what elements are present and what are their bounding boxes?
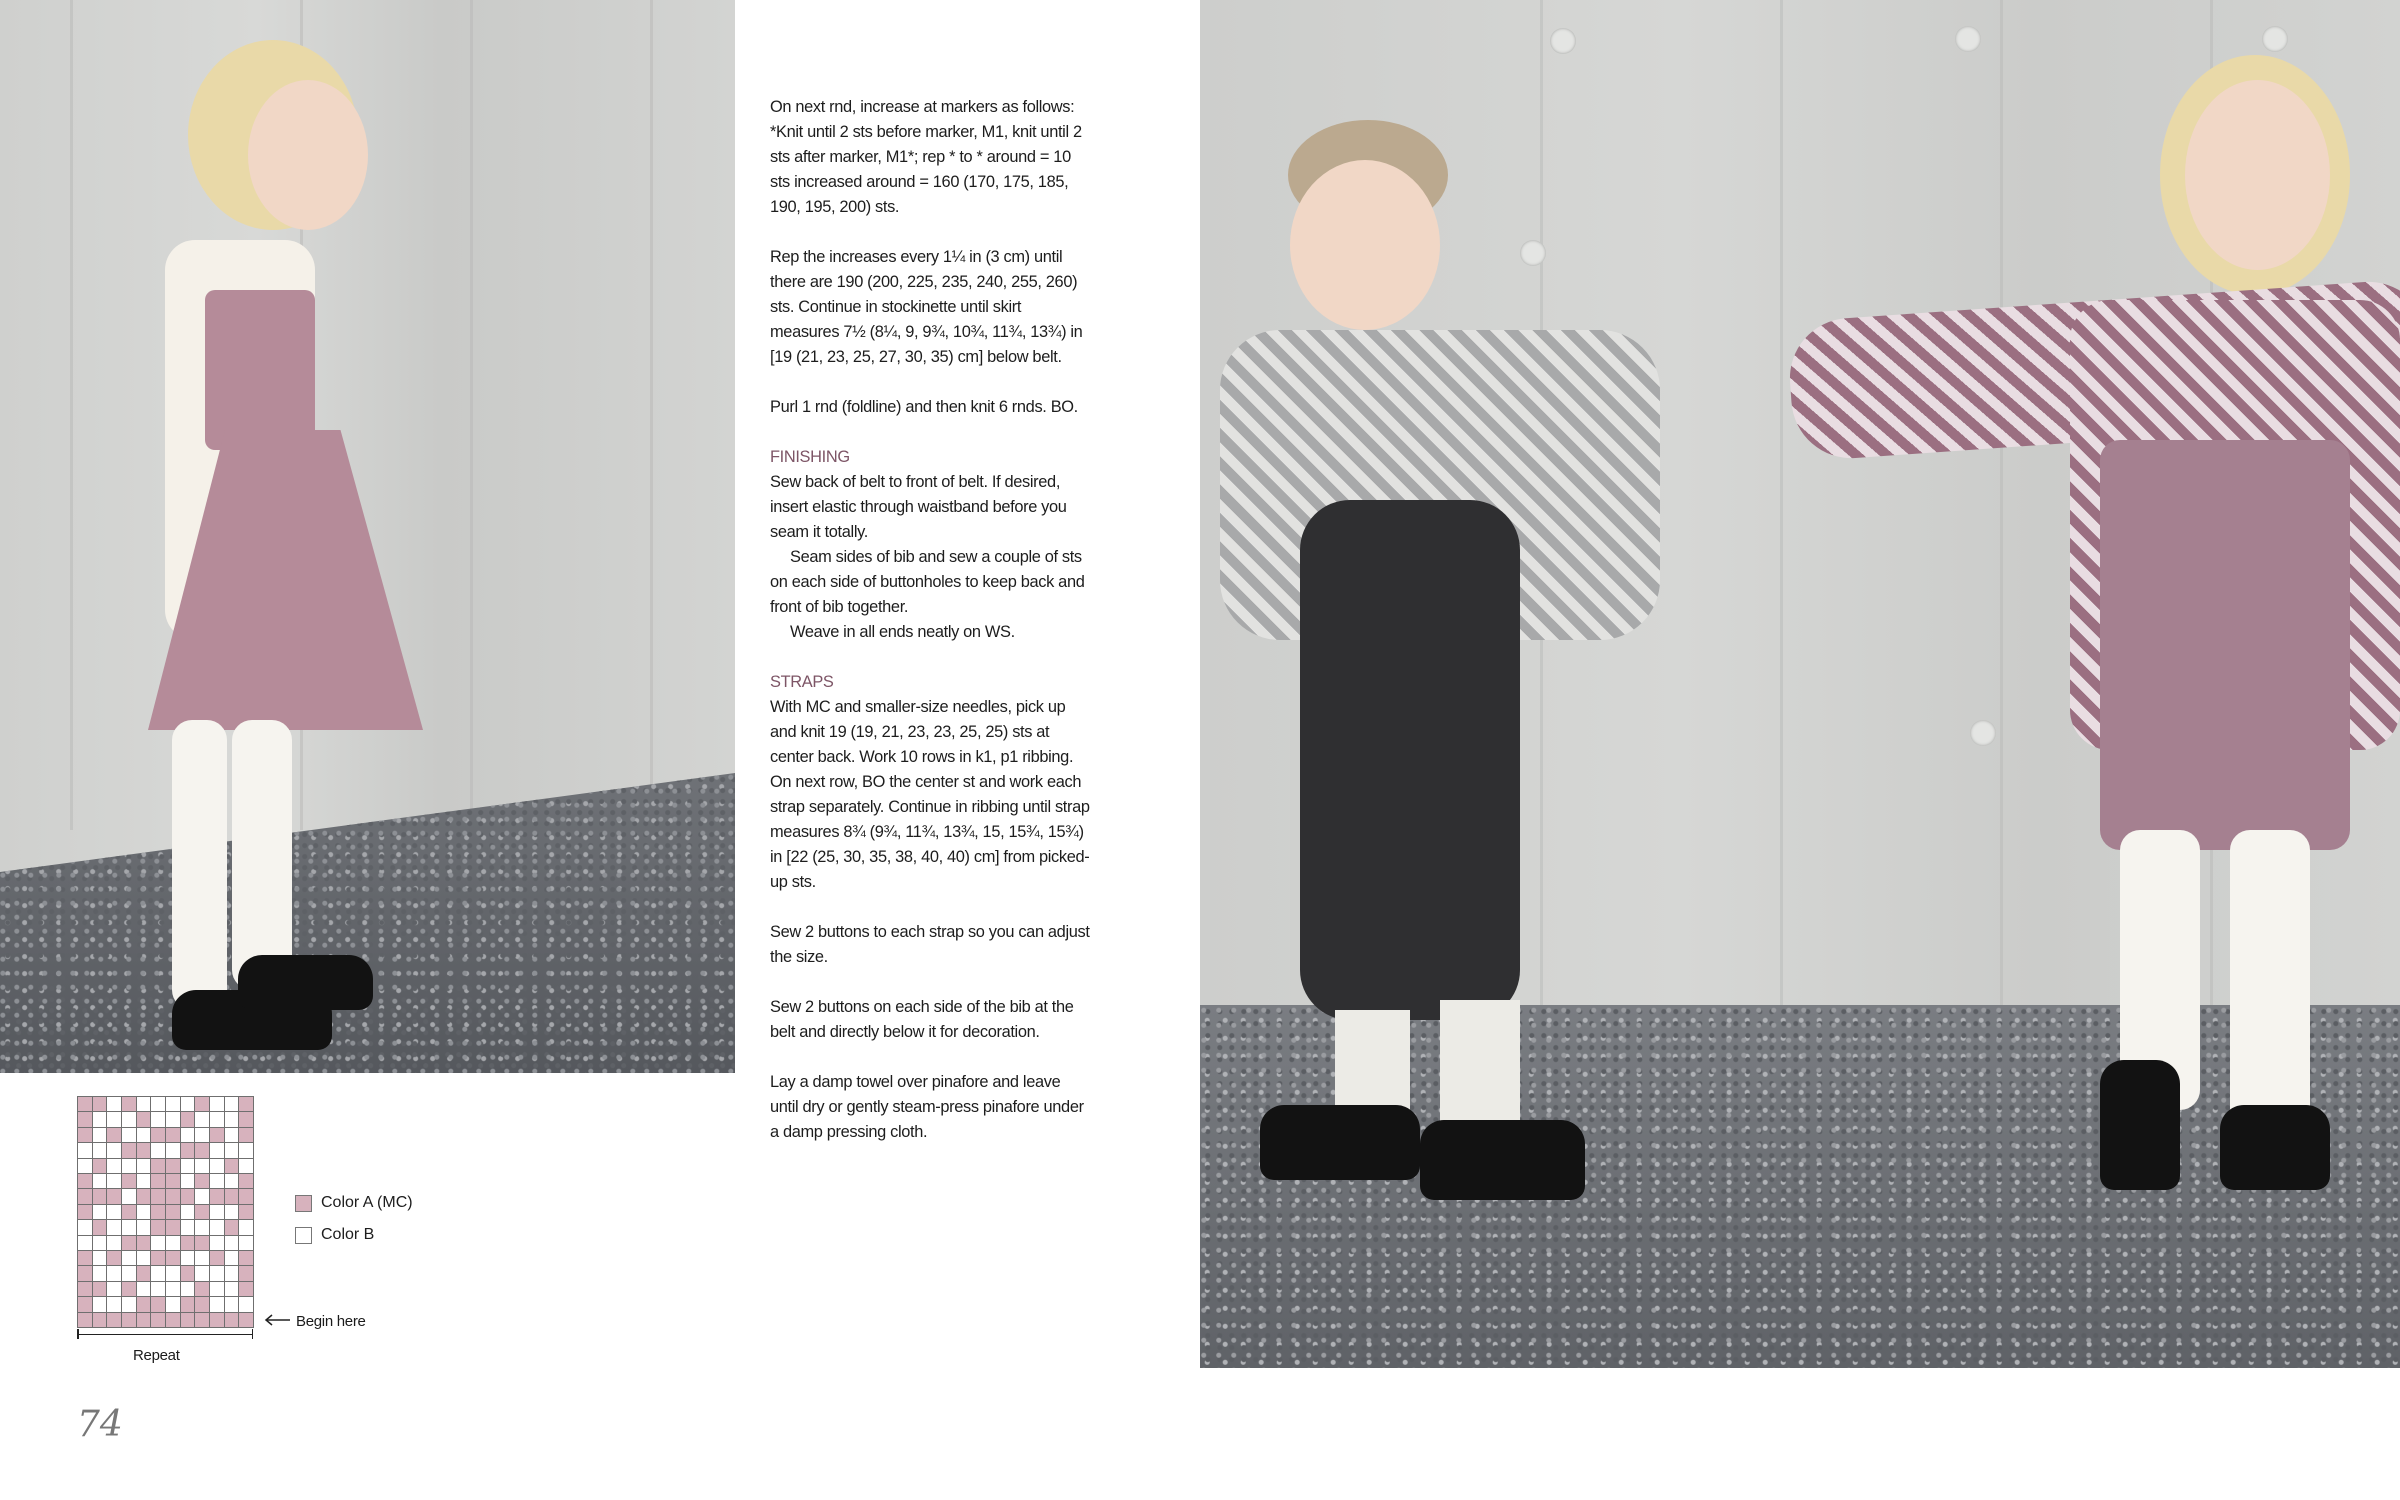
chart-cell xyxy=(194,1142,210,1158)
chart-cell xyxy=(165,1204,181,1220)
chart-cell xyxy=(238,1250,254,1266)
chart-cell xyxy=(150,1235,166,1251)
chart-cell xyxy=(224,1265,240,1281)
chart-cell xyxy=(121,1158,137,1174)
chart-cell xyxy=(150,1127,166,1143)
legend-label-color-a: Color A (MC) xyxy=(321,1194,413,1211)
chart-cell xyxy=(106,1096,122,1112)
chart-cell xyxy=(106,1127,122,1143)
chart-cell xyxy=(180,1250,196,1266)
chart-cell xyxy=(180,1173,196,1189)
chart-cell xyxy=(121,1127,137,1143)
chart-cell xyxy=(92,1204,108,1220)
chart-cell xyxy=(180,1281,196,1297)
photo-girl-in-pinafore xyxy=(0,0,735,1073)
chart-cell xyxy=(194,1235,210,1251)
chart-cell xyxy=(209,1142,225,1158)
chart-cell xyxy=(180,1219,196,1235)
chart-cell xyxy=(180,1188,196,1204)
chart-cell xyxy=(121,1312,137,1328)
chart-cell xyxy=(180,1296,196,1312)
arrow-left-icon xyxy=(264,1314,290,1326)
chart-cell xyxy=(136,1111,152,1127)
chart-cell xyxy=(150,1296,166,1312)
chart-cell xyxy=(77,1142,93,1158)
chart-cell xyxy=(92,1188,108,1204)
chart-cell xyxy=(194,1188,210,1204)
chart-cell xyxy=(224,1142,240,1158)
instruction-paragraph: Lay a damp towel over pinafore and leave until dry or gently steam-press pinafore under a damp pressing cloth. xyxy=(770,1073,1084,1141)
chart-cell xyxy=(136,1265,152,1281)
chart-cell xyxy=(136,1281,152,1297)
chart-cell xyxy=(224,1204,240,1220)
chart-cell xyxy=(77,1296,93,1312)
chart-cell xyxy=(194,1127,210,1143)
chart-cell xyxy=(194,1158,210,1174)
chart-cell xyxy=(77,1188,93,1204)
chart-cell xyxy=(77,1250,93,1266)
chart-cell xyxy=(180,1312,196,1328)
chart-cell xyxy=(77,1219,93,1235)
chart-cell xyxy=(180,1142,196,1158)
chart-cell xyxy=(92,1111,108,1127)
chart-cell xyxy=(180,1265,196,1281)
chart-cell xyxy=(121,1204,137,1220)
chart-cell xyxy=(136,1296,152,1312)
chart-cell xyxy=(150,1204,166,1220)
chart-cell xyxy=(165,1265,181,1281)
chart-cell xyxy=(165,1235,181,1251)
pattern-instructions xyxy=(770,95,1090,1170)
chart-cell xyxy=(194,1265,210,1281)
chart-cell xyxy=(224,1281,240,1297)
chart-cell xyxy=(92,1127,108,1143)
chart-cell xyxy=(77,1127,93,1143)
chart-cell xyxy=(224,1188,240,1204)
chart-cell xyxy=(77,1158,93,1174)
chart-cell xyxy=(194,1111,210,1127)
repeat-label: Repeat xyxy=(133,1347,180,1364)
chart-cell xyxy=(92,1173,108,1189)
chart-cell xyxy=(224,1235,240,1251)
chart-cell xyxy=(238,1265,254,1281)
chart-cell xyxy=(150,1265,166,1281)
chart-cell xyxy=(180,1158,196,1174)
chart-cell xyxy=(136,1127,152,1143)
chart-cell xyxy=(106,1312,122,1328)
chart-cell xyxy=(209,1250,225,1266)
chart-cell xyxy=(209,1204,225,1220)
chart-cell xyxy=(165,1158,181,1174)
chart-cell xyxy=(106,1250,122,1266)
chart-cell xyxy=(106,1219,122,1235)
chart-cell xyxy=(238,1111,254,1127)
chart-cell xyxy=(136,1173,152,1189)
photo-children-playing xyxy=(1200,0,2400,1368)
chart-cell xyxy=(209,1173,225,1189)
chart-cell xyxy=(92,1250,108,1266)
page-number: 74 xyxy=(77,1404,123,1445)
chart-cell xyxy=(77,1235,93,1251)
chart-cell xyxy=(92,1158,108,1174)
chart-cell xyxy=(92,1142,108,1158)
chart-cell xyxy=(209,1127,225,1143)
chart-cell xyxy=(150,1188,166,1204)
chart-cell xyxy=(194,1281,210,1297)
chart-cell xyxy=(238,1142,254,1158)
chart-cell xyxy=(77,1173,93,1189)
chart-cell xyxy=(106,1281,122,1297)
instruction-paragraph: Purl 1 rnd (foldline) and then knit 6 rnds. BO. xyxy=(770,398,1078,416)
chart-cell xyxy=(224,1312,240,1328)
chart-cell xyxy=(165,1250,181,1266)
instruction-paragraph: Sew 2 buttons to each strap so you can adjust the size. xyxy=(770,923,1090,966)
chart-cell xyxy=(194,1250,210,1266)
instruction-paragraph: Sew back of belt to front of belt. If desired, insert elastic through waistband before you seam it totally. xyxy=(770,473,1067,541)
chart-cell xyxy=(209,1188,225,1204)
chart-cell xyxy=(209,1219,225,1235)
chart-cell xyxy=(136,1158,152,1174)
chart-cell xyxy=(106,1173,122,1189)
chart-cell xyxy=(136,1188,152,1204)
chart-cell xyxy=(106,1235,122,1251)
chart-cell xyxy=(165,1296,181,1312)
instruction-paragraph: With MC and smaller-size needles, pick up and knit 19 (19, 21, 23, 23, 25, 25) sts at center back. Work 10 rows in k1, p1 ribbing. On next row, BO the center st and work each strap separately. Continue in ribbing until strap measures 8¾ (9¾, 11¾, 13¾, 15, 15¾, 15¾) in [22 (25, 30, 35, 38, 40, 40) cm] from picked-up sts. xyxy=(770,698,1090,891)
chart-cell xyxy=(136,1235,152,1251)
chart-cell xyxy=(165,1127,181,1143)
chart-cell xyxy=(224,1096,240,1112)
chart-cell xyxy=(238,1235,254,1251)
chart-cell xyxy=(224,1219,240,1235)
chart-cell xyxy=(224,1173,240,1189)
chart-cell xyxy=(150,1096,166,1112)
chart-cell xyxy=(165,1142,181,1158)
instruction-paragraph: Weave in all ends neatly on WS. xyxy=(790,623,1015,641)
chart-cell xyxy=(194,1204,210,1220)
chart-cell xyxy=(180,1096,196,1112)
chart-cell xyxy=(165,1096,181,1112)
chart-cell xyxy=(136,1204,152,1220)
chart-cell xyxy=(92,1219,108,1235)
legend-swatch-color-a xyxy=(295,1195,312,1212)
chart-cell xyxy=(136,1312,152,1328)
chart-cell xyxy=(106,1204,122,1220)
chart-cell xyxy=(224,1250,240,1266)
chart-cell xyxy=(150,1219,166,1235)
chart-cell xyxy=(150,1111,166,1127)
chart-cell xyxy=(121,1142,137,1158)
chart-cell xyxy=(121,1265,137,1281)
chart-cell xyxy=(209,1265,225,1281)
chart-cell xyxy=(209,1312,225,1328)
instruction-paragraph: Sew 2 buttons on each side of the bib at the belt and directly below it for decoration. xyxy=(770,998,1074,1041)
gravel-ground xyxy=(0,773,735,1073)
chart-cell xyxy=(194,1096,210,1112)
chart-cell xyxy=(180,1127,196,1143)
chart-cell xyxy=(194,1173,210,1189)
chart-cell xyxy=(150,1173,166,1189)
chart-cell xyxy=(121,1096,137,1112)
colorwork-chart xyxy=(77,1096,253,1327)
chart-cell xyxy=(121,1173,137,1189)
chart-cell xyxy=(180,1235,196,1251)
chart-cell xyxy=(77,1096,93,1112)
legend-label-color-b: Color B xyxy=(321,1226,375,1243)
chart-cell xyxy=(224,1158,240,1174)
chart-cell xyxy=(238,1158,254,1174)
chart-cell xyxy=(194,1296,210,1312)
chart-cell xyxy=(106,1111,122,1127)
chart-cell xyxy=(106,1188,122,1204)
chart-cell xyxy=(77,1281,93,1297)
chart-cell xyxy=(194,1219,210,1235)
chart-cell xyxy=(77,1111,93,1127)
chart-cell xyxy=(238,1312,254,1328)
chart-cell xyxy=(238,1173,254,1189)
chart-cell xyxy=(238,1096,254,1112)
chart-cell xyxy=(180,1204,196,1220)
chart-cell xyxy=(106,1296,122,1312)
chart-cell xyxy=(165,1219,181,1235)
chart-cell xyxy=(165,1312,181,1328)
chart-cell xyxy=(238,1204,254,1220)
chart-cell xyxy=(77,1204,93,1220)
chart-cell xyxy=(136,1250,152,1266)
chart-cell xyxy=(238,1281,254,1297)
repeat-bracket xyxy=(77,1334,253,1345)
chart-cell xyxy=(77,1265,93,1281)
chart-cell xyxy=(136,1096,152,1112)
chart-cell xyxy=(106,1158,122,1174)
instruction-paragraph: On next rnd, increase at markers as follows: *Knit until 2 sts before marker, M1, knit until 2 sts after marker, M1*; rep * to * around = 10 sts increased around = 160 (170, 175, 185, 190, 195, 200) sts. xyxy=(770,98,1082,216)
chart-cell xyxy=(121,1235,137,1251)
chart-cell xyxy=(238,1219,254,1235)
chart-cell xyxy=(77,1312,93,1328)
chart-cell xyxy=(136,1142,152,1158)
chart-cell xyxy=(209,1281,225,1297)
chart-cell xyxy=(165,1281,181,1297)
chart-cell xyxy=(92,1296,108,1312)
instruction-paragraph: Rep the increases every 1¼ in (3 cm) until there are 190 (200, 225, 235, 240, 255, 260) sts. Continue in stockinette until skirt measures 7½ (8¼, 9, 9¾, 10¾, 11¾, 13¾) in [19 (21, 23, 25, 27, 30, 35) cm] below belt. xyxy=(770,248,1083,366)
chart-cell xyxy=(238,1188,254,1204)
section-heading-straps: STRAPS xyxy=(770,673,834,691)
chart-cell xyxy=(209,1096,225,1112)
chart-cell xyxy=(209,1296,225,1312)
chart-cell xyxy=(150,1250,166,1266)
chart-cell xyxy=(209,1158,225,1174)
legend-swatch-color-b xyxy=(295,1227,312,1244)
chart-cell xyxy=(92,1265,108,1281)
chart-cell xyxy=(209,1235,225,1251)
chart-cell xyxy=(150,1281,166,1297)
chart-cell xyxy=(238,1296,254,1312)
begin-here-label: Begin here xyxy=(296,1313,366,1330)
chart-cell xyxy=(121,1111,137,1127)
chart-cell xyxy=(150,1142,166,1158)
chart-cell xyxy=(165,1111,181,1127)
chart-cell xyxy=(209,1111,225,1127)
chart-cell xyxy=(150,1158,166,1174)
chart-cell xyxy=(106,1142,122,1158)
chart-cell xyxy=(121,1219,137,1235)
chart-cell xyxy=(92,1235,108,1251)
chart-cell xyxy=(165,1173,181,1189)
instruction-paragraph: Seam sides of bib and sew a couple of sts on each side of buttonholes to keep back and front of bib together. xyxy=(770,548,1085,616)
chart-cell xyxy=(121,1188,137,1204)
chart-cell xyxy=(194,1312,210,1328)
chart-cell xyxy=(224,1127,240,1143)
chart-cell xyxy=(121,1281,137,1297)
chart-cell xyxy=(165,1188,181,1204)
chart-cell xyxy=(121,1296,137,1312)
chart-cell xyxy=(180,1111,196,1127)
chart-cell xyxy=(92,1096,108,1112)
section-heading-finishing: FINISHING xyxy=(770,448,850,466)
chart-cell xyxy=(238,1127,254,1143)
chart-cell xyxy=(224,1111,240,1127)
chart-cell xyxy=(92,1281,108,1297)
chart-cell xyxy=(121,1250,137,1266)
chart-cell xyxy=(224,1296,240,1312)
chart-cell xyxy=(136,1219,152,1235)
chart-cell xyxy=(92,1312,108,1328)
chart-cell xyxy=(150,1312,166,1328)
chart-cell xyxy=(106,1265,122,1281)
